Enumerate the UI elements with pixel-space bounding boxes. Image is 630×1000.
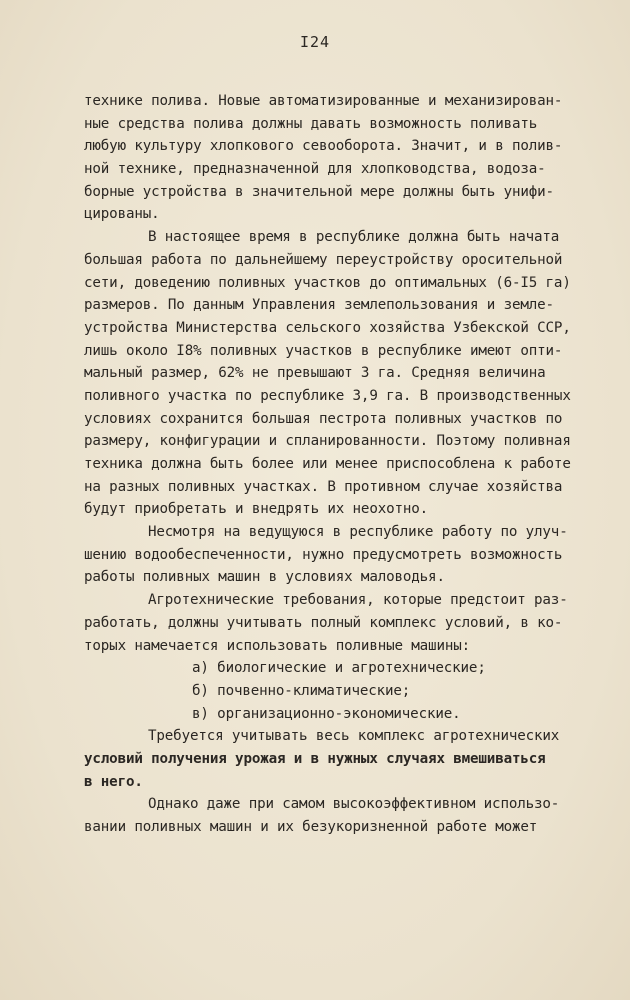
text-line: Однако даже при самом высокоэффективном использо- (148, 796, 560, 813)
text-line: размеров. По данным Управления землепользования и земле- (84, 297, 554, 314)
text-line: любую культуру хлопкового севооборота. Значит, и в полив- (84, 138, 563, 155)
text-line: в него. (84, 773, 143, 790)
text-line: ные средства полива должны давать возможность поливать (84, 115, 538, 132)
text-line: работы поливных машин в условиях маловодья. (84, 569, 445, 586)
text-line: большая работа по дальнейшему переустройству оросительной (84, 251, 563, 268)
text-line: лишь около I8% поливных участков в республике имеют опти- (84, 342, 563, 359)
text-line: В настоящее время в республике должна быть начата (148, 229, 560, 246)
text-line: работать, должны учитывать полный комплекс условий, в ко- (84, 614, 563, 631)
body-text (84, 90, 584, 839)
page-number: I24 (299, 33, 331, 51)
text-line: Агротехнические требования, которые предстоит раз- (148, 592, 568, 609)
text-line: в) организационно-экономические. (192, 705, 461, 722)
text-line: условий получения урожая и в нужных случаях вмешиваться (84, 750, 546, 767)
text-line: б) почвенно-климатические; (192, 682, 411, 699)
text-line: размеру, конфигурации и спланированности. Поэтому поливная (84, 433, 571, 450)
text-line: а) биологические и агротехнические; (192, 660, 486, 677)
text-line: поливного участка по республике 3,9 га. В производственных (84, 387, 571, 404)
text-line: техника должна быть более или менее приспособлена к работе (84, 456, 571, 472)
text-line: сети, доведению поливных участков до оптимальных (6-I5 га) (84, 274, 571, 291)
text-line: торых намечается использовать поливные машины: (84, 637, 471, 654)
text-line: Несмотря на ведущуюся в республике работу по улуч- (148, 524, 568, 541)
text-line: борные устройства в значительной мере должны быть унифи- (84, 183, 554, 200)
text-line: на разных поливных участках. В противном случае хозяйства (84, 478, 563, 495)
text-line: мальный размер, 62% не превышают 3 га. Средняя величина (84, 365, 546, 382)
text-line: устройства Министерства сельского хозяйства Узбекской ССР, (84, 319, 571, 336)
text-line: технике полива. Новые автоматизированные и механизирован- (84, 93, 563, 109)
text-line: ной технике, предназначенной для хлопководства, водоза- (84, 161, 546, 178)
text-line: Требуется учитывать весь комплекс агротехнических (148, 728, 560, 745)
text-line: вании поливных машин и их безукоризненной работе может (84, 819, 538, 835)
text-line: шению водообеспеченности, нужно предусмотреть возможность (84, 546, 563, 563)
text-line: будут приобретать и внедрять их неохотно. (84, 501, 429, 518)
text-line: условиях сохранится большая пестрота поливных участков по (84, 410, 563, 427)
text-line: цированы. (84, 206, 160, 223)
